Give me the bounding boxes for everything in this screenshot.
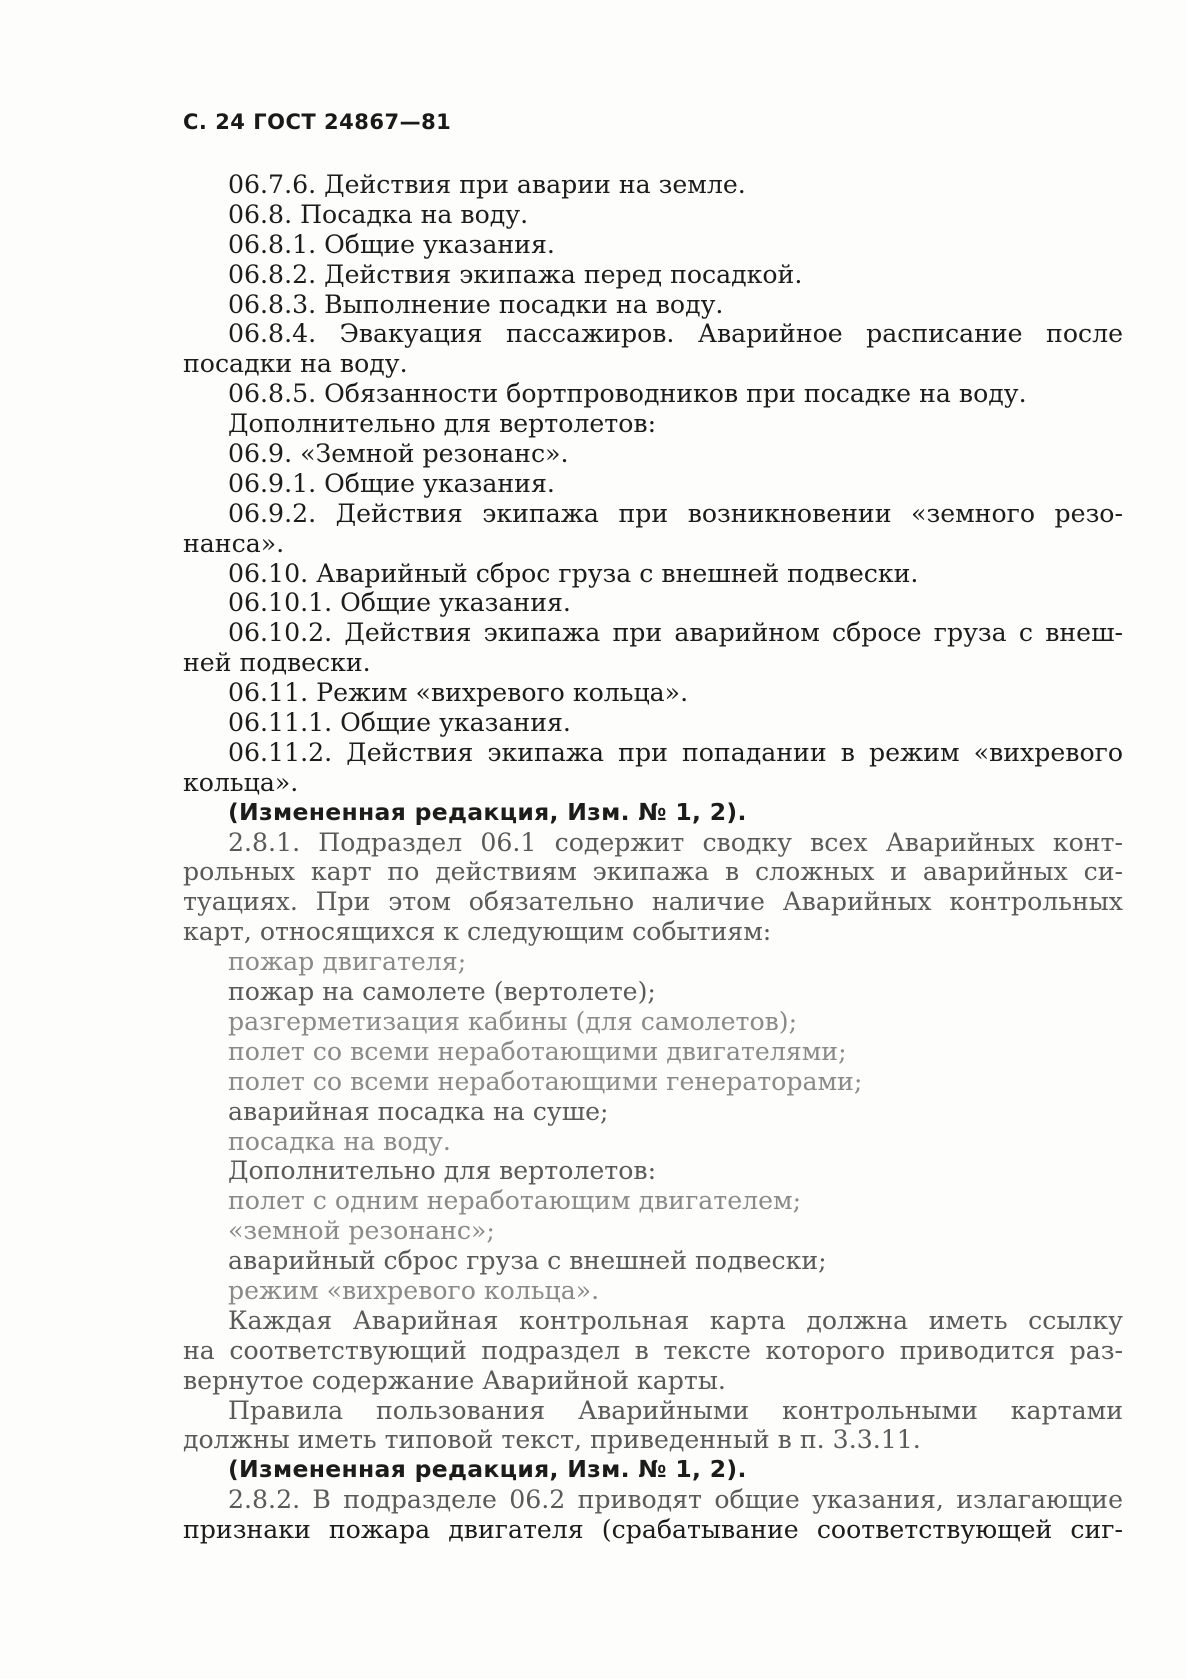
amendment-note: (Измененная редакция, Изм. № 1, 2). <box>228 1455 747 1484</box>
text-line: рольных карт по действиям экипажа в сложных и аварийных си- <box>183 857 1123 887</box>
text-line: 06.11.1. Общие указания. <box>228 708 571 738</box>
text-line: признаки пожара двигателя (срабатывание соответствующей сиг- <box>183 1515 1123 1545</box>
text-line: 06.8. Посадка на воду. <box>228 199 529 229</box>
text-line: аварийная посадка на суше; <box>228 1096 609 1126</box>
text-line: 2.8.2. В подразделе 06.2 приводят общие указания, излагающие <box>228 1485 1123 1515</box>
text-line: 06.11. Режим «вихревого кольца». <box>228 678 689 708</box>
text-line: на соответствующий подраздел в тексте которого приводится раз- <box>183 1335 1123 1365</box>
text-line: карт, относящихся к следующим событиям: <box>183 917 772 947</box>
text-line: должны иметь типовой текст, приведенный в п. 3.3.11. <box>183 1425 921 1455</box>
text-line: 06.10. Аварийный сброс груза с внешней подвески. <box>228 558 919 588</box>
text-line: полет с одним неработающим двигателем; <box>228 1186 802 1216</box>
text-line: 06.8.3. Выполнение посадки на воду. <box>228 289 724 319</box>
text-line: 06.8.4. Эвакуация пассажиров. Аварийное расписание после <box>228 319 1123 349</box>
text-line: 06.9. «Земной резонанс». <box>228 439 569 469</box>
text-line: вернутое содержание Аварийной карты. <box>183 1365 726 1395</box>
text-line: посадка на воду. <box>228 1126 451 1156</box>
text-line: аварийный сброс груза с внешней подвески; <box>228 1246 827 1276</box>
text-line: 06.8.2. Действия экипажа перед посадкой. <box>228 259 803 289</box>
text-line: 2.8.1. Подраздел 06.1 содержит сводку всех Аварийных конт- <box>228 827 1123 857</box>
text-line: нанса». <box>183 528 285 558</box>
page-header: С. 24 ГОСТ 24867—81 <box>183 110 452 134</box>
amendment-note: (Измененная редакция, Изм. № 1, 2). <box>228 797 747 826</box>
text-line: Дополнительно для вертолетов: <box>228 1156 657 1186</box>
text-line: кольца». <box>183 767 299 797</box>
text-line: пожар двигателя; <box>228 947 467 977</box>
text-line: Каждая Аварийная контрольная карта должна иметь ссылку <box>228 1305 1123 1335</box>
text-line: 06.8.5. Обязанности бортпроводников при посадке на воду. <box>228 379 1027 409</box>
text-line: 06.9.2. Действия экипажа при возникновении «земного резо- <box>228 498 1123 528</box>
text-line: «земной резонанс»; <box>228 1216 495 1246</box>
text-line: 06.11.2. Действия экипажа при попадании в режим «вихревого <box>228 737 1123 767</box>
text-line: 06.7.6. Действия при аварии на земле. <box>228 170 746 199</box>
text-line: полет со всеми неработающими генераторами; <box>228 1066 863 1096</box>
text-line: полет со всеми неработающими двигателями; <box>228 1036 847 1066</box>
text-line: пожар на самолете (вертолете); <box>228 977 656 1007</box>
text-line: Дополнительно для вертолетов: <box>228 409 657 439</box>
text-line: режим «вихревого кольца». <box>228 1275 600 1305</box>
text-line: туациях. При этом обязательно наличие Аварийных контрольных <box>183 887 1123 917</box>
text-line: 06.9.1. Общие указания. <box>228 468 555 498</box>
text-line: 06.8.1. Общие указания. <box>228 229 555 259</box>
text-line: посадки на воду. <box>183 349 408 379</box>
text-line: ней подвески. <box>183 648 371 678</box>
text-line: Правила пользования Аварийными контрольными картами <box>228 1395 1123 1425</box>
text-line: 06.10.1. Общие указания. <box>228 588 571 618</box>
text-line: 06.10.2. Действия экипажа при аварийном сбросе груза с внеш- <box>228 618 1123 648</box>
text-line: разгерметизация кабины (для самолетов); <box>228 1006 798 1036</box>
document-body <box>183 170 1123 1545</box>
